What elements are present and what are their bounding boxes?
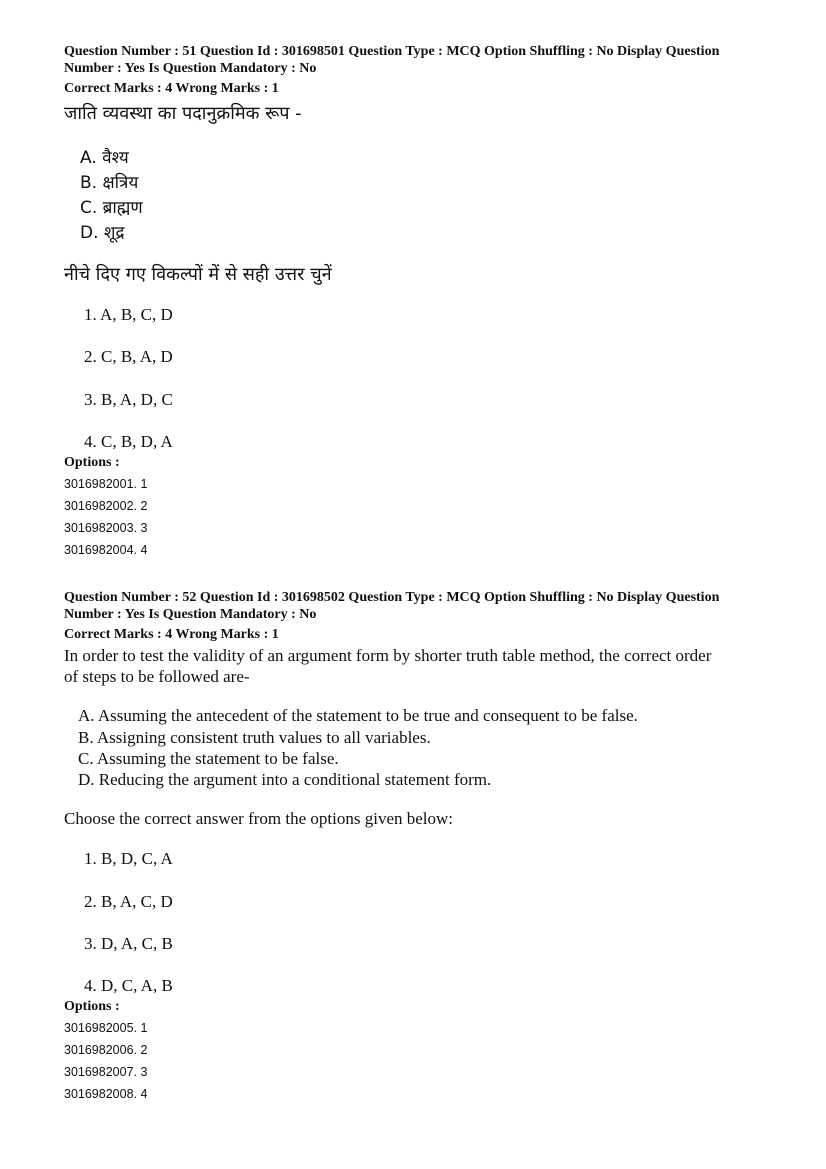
q52-header-line1: Question Number : 52 Question Id : 301698502 Question Type : MCQ Option Shuffling : No Display Question xyxy=(64,590,720,605)
q52-choice-4: 4. D, C, A, B xyxy=(84,976,173,995)
q51-header-line2: Number : Yes Is Question Mandatory : No xyxy=(64,61,317,76)
q51-option-id-4: 3016982004. 4 xyxy=(64,543,148,557)
q52-stem-line1: In order to test the validity of an argument form by shorter truth table method, the correct order xyxy=(64,646,712,665)
q51-header-line1: Question Number : 51 Question Id : 301698501 Question Type : MCQ Option Shuffling : No Display Question xyxy=(64,44,720,59)
q51-statement-b: B. क्षत्रिय xyxy=(80,173,139,193)
q52-statement-c: C. Assuming the statement to be false. xyxy=(78,749,339,768)
q52-statement-a: A. Assuming the antecedent of the statement to be true and consequent to be false. xyxy=(78,706,638,725)
q51-option-id-3: 3016982003. 3 xyxy=(64,521,148,535)
q51-option-id-1: 3016982001. 1 xyxy=(64,477,148,491)
q51-choice-3: 3. B, A, D, C xyxy=(84,390,173,409)
q51-statement-a: A. वैश्य xyxy=(80,148,129,168)
q51-stem: जाति व्यवस्था का पदानुक्रमिक रूप - xyxy=(64,103,302,124)
q52-statement-b: B. Assigning consistent truth values to all variables. xyxy=(78,728,431,747)
q52-choice-3: 3. D, A, C, B xyxy=(84,934,173,953)
q51-statement-d: D. शूद्र xyxy=(80,223,125,243)
q52-option-id-2: 3016982006. 2 xyxy=(64,1043,148,1057)
q52-instruction: Choose the correct answer from the options given below: xyxy=(64,809,454,828)
q52-choice-1: 1. B, D, C, A xyxy=(84,849,173,868)
q52-header-line2: Number : Yes Is Question Mandatory : No xyxy=(64,607,317,622)
q52-option-id-1: 3016982005. 1 xyxy=(64,1021,148,1035)
q52-marks: Correct Marks : 4 Wrong Marks : 1 xyxy=(64,627,279,642)
q52-choice-2: 2. B, A, C, D xyxy=(84,892,173,911)
q52-stem-line2: of steps to be followed are- xyxy=(64,667,250,686)
q51-marks: Correct Marks : 4 Wrong Marks : 1 xyxy=(64,81,279,96)
q52-statement-d: D. Reducing the argument into a conditional statement form. xyxy=(78,770,492,789)
q51-option-id-2: 3016982002. 2 xyxy=(64,499,148,513)
q52-options-label: Options : xyxy=(64,999,120,1014)
q52-option-id-3: 3016982007. 3 xyxy=(64,1065,148,1079)
q51-choice-4: 4. C, B, D, A xyxy=(84,432,173,451)
q51-instruction: नीचे दिए गए विकल्पों में से सही उत्तर चुनें xyxy=(64,264,332,285)
q52-option-id-4: 3016982008. 4 xyxy=(64,1087,148,1101)
q51-statement-c: C. ब्राह्मण xyxy=(80,198,143,218)
q51-options-label: Options : xyxy=(64,455,120,470)
q51-choice-1: 1. A, B, C, D xyxy=(84,305,173,324)
q51-choice-2: 2. C, B, A, D xyxy=(84,347,173,366)
